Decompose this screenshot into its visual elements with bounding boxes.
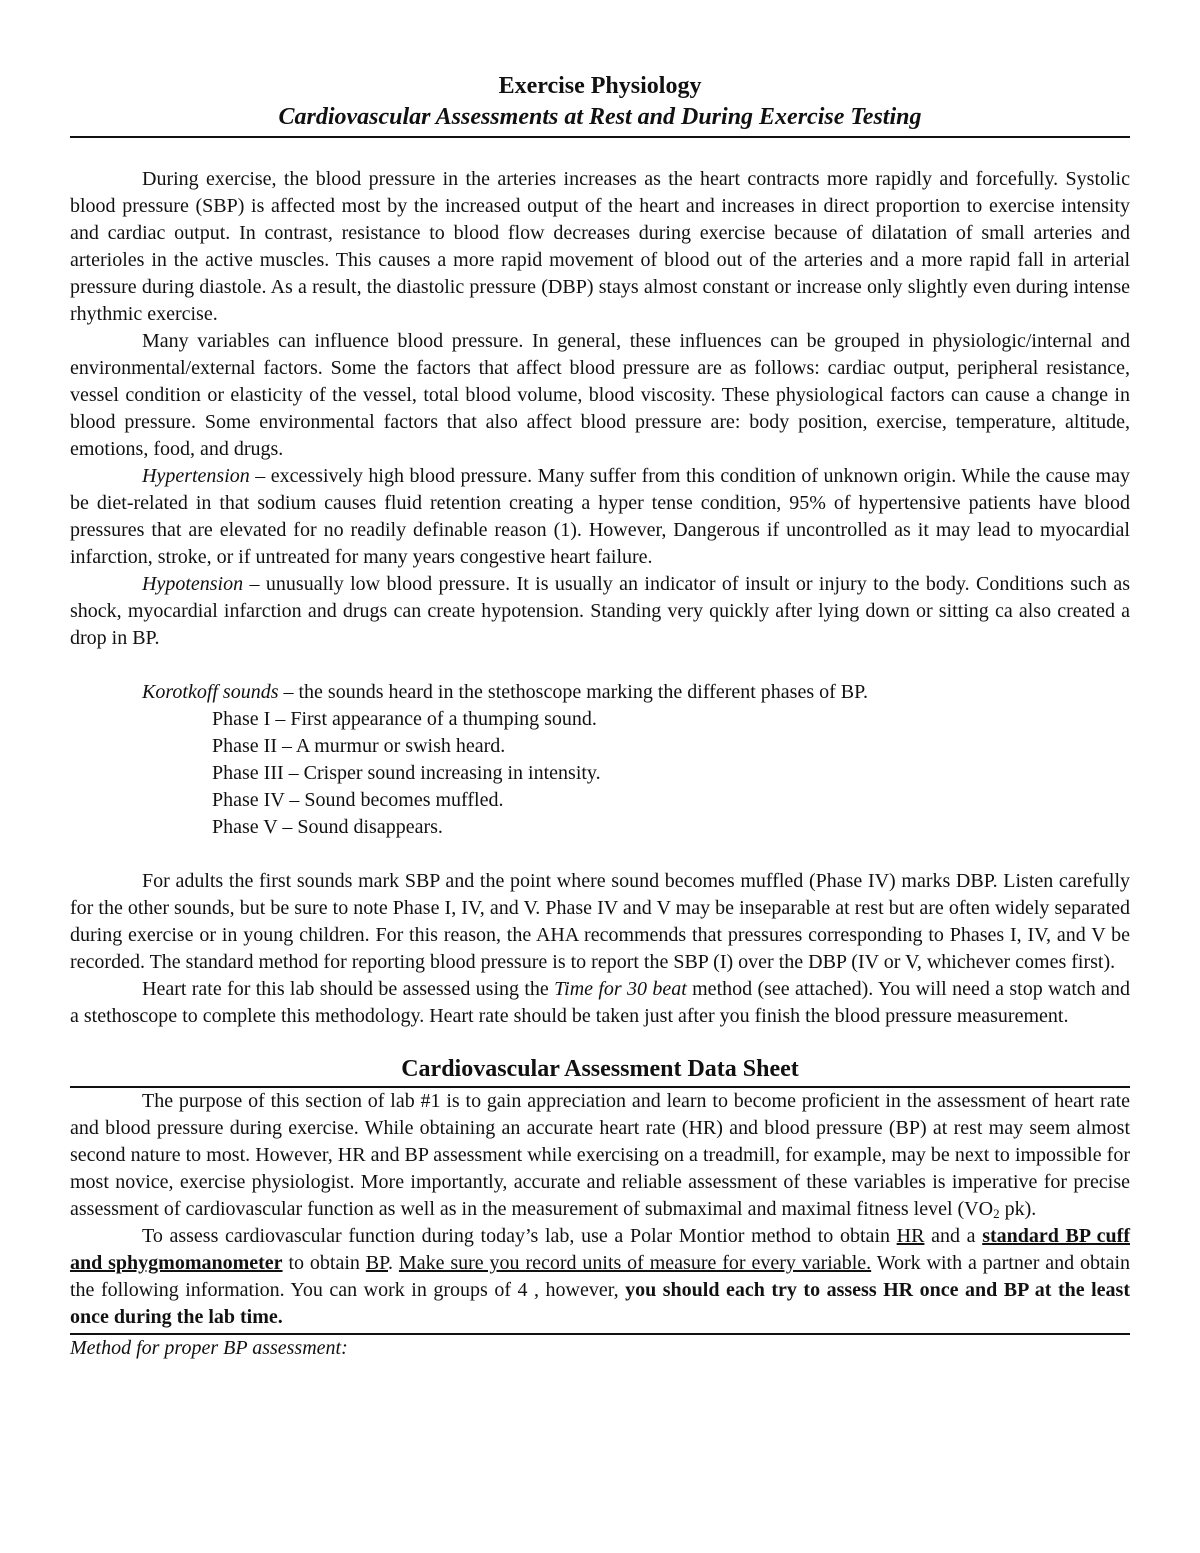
phase-item-1: Phase I – First appearance of a thumping sound. xyxy=(212,708,597,730)
bp-cuff-emphasis: standard BP cuff and sphygmomanometer xyxy=(70,1225,1130,1274)
heart-rate-method-name: Time for 30 beat xyxy=(554,978,687,1000)
korotkoff-phase-list xyxy=(70,706,1130,841)
heart-rate-text-start: Heart rate for this lab should be assessed using the xyxy=(142,978,555,1000)
korotkoff-description: – the sounds heard in the stethoscope marking the different phases of BP. xyxy=(278,681,869,703)
hypotension-paragraph xyxy=(70,571,1130,652)
phase-item-4: Phase IV – Sound becomes muffled. xyxy=(212,789,504,811)
hypertension-term: Hypertension xyxy=(142,465,250,487)
vo2-subscript: 2 xyxy=(993,1206,1000,1221)
korotkoff-definition xyxy=(70,679,1130,706)
data-sheet-instructions-paragraph xyxy=(70,1223,1130,1331)
bp-method-label: Method for proper BP assessment: xyxy=(70,1337,348,1359)
title-divider xyxy=(70,136,1130,138)
hypertension-paragraph xyxy=(70,463,1130,571)
adult-bp-paragraph: For adults the first sounds mark SBP and the point where sound becomes muffled (Phase IV) marks DBP. Listen carefully for the other sounds, but be sure to note Phase I, IV, and V. Phase IV and V may be inseparable at rest but are often widely separated during exercise or in young children. For this reason, the AHA recommends that pressures corresponding to Phases I, IV, and V be recorded. The standard method for reporting blood pressure is to report the SBP (I) over the DBP (IV or V, whichever comes first). xyxy=(70,870,1130,973)
units-reminder: Make sure you record units of measure for every variable. xyxy=(398,1252,872,1274)
phase-item-3: Phase III – Crisper sound increasing in intensity. xyxy=(212,762,601,784)
document-title: Exercise Physiology xyxy=(498,73,702,99)
korotkoff-term: Korotkoff sounds xyxy=(142,681,279,703)
hypertension-definition: – excessively high blood pressure. Many suffer from this condition of unknown origin. While the cause may be diet-related in that sodium causes fluid retention creating a hyper tense condition, 95% of hypertensive patients have blood pressures that are elevated for no readily definable reason (1). However, Dangerous if uncontrolled as it may lead to myocardial infarction, stroke, or if untreated for many years congestive heart failure. xyxy=(70,465,1130,568)
data-sheet-title: Cardiovascular Assessment Data Sheet xyxy=(401,1056,799,1082)
instructions-text-4: . xyxy=(388,1252,399,1274)
hypotension-term: Hypotension xyxy=(142,573,244,595)
intro-paragraph-variables: Many variables can influence blood pressure. In general, these influences can be grouped in physiologic/internal and environmental/external factors. Some the factors that affect blood pressure are as follows: cardiac output, peripheral resistance, vessel condition or elasticity of the vessel, total blood volume, blood viscosity. These physiological factors can cause a change in blood pressure. Some environmental factors that also affect blood pressure are: body position, exercise, temperature, altitude, emotions, food, and drugs. xyxy=(70,330,1130,460)
instructions-text-3: to obtain xyxy=(282,1252,366,1274)
heart-rate-text-end: method (see attached). You will need a stop watch and a stethoscope to complete this methodology. Heart rate should be taken just after you finish the blood pressure measurement. xyxy=(70,978,1131,1027)
hr-underlined: HR xyxy=(896,1225,925,1247)
intro-paragraph-exercise-bp: During exercise, the blood pressure in the arteries increases as the heart contracts more rapidly and forcefully. Systolic blood pressure (SBP) is affected most by the increased output of the heart and increases in direct proportion to exercise intensity and cardiac output. In contrast, resistance to blood flow decreases during exercise because of dilatation of small arteries and arterioles in the active muscles. This causes a more rapid movement of blood out of the arteries and a more rapid fall in arterial pressure during diastole. As a result, the diastolic pressure (DBP) stays almost constant or increase only slightly even during intense rhythmic exercise. xyxy=(70,168,1130,325)
purpose-text: The purpose of this section of lab #1 is to gain appreciation and learn to become proficient in the assessment of heart rate and blood pressure during exercise. While obtaining an accurate heart rate (HR) and blood pressure (BP) at rest may seem almost second nature to most. However, HR and BP assessment while exercising on a treadmill, for example, may be next to impossible for most novice, exercise physiologist. More importantly, accurate and reliable assessment of these variables is imperative for precise assessment of cardiovascular function as well as in the measurement of submaximal and maximal fitness level (VO xyxy=(70,1090,1130,1220)
heart-rate-paragraph xyxy=(70,976,1130,1030)
assessment-requirement: you should each try to assess HR once and BP at the least once during the lab time. xyxy=(70,1279,1130,1328)
bp-underlined: BP xyxy=(365,1252,389,1274)
document-subtitle: Cardiovascular Assessments at Rest and During Exercise Testing xyxy=(278,104,922,130)
instructions-text-2: and a xyxy=(924,1225,983,1247)
instructions-text-5: Work with a partner and obtain the following information. You can work in groups of 4 , however, xyxy=(70,1252,1131,1301)
instructions-text-1: To assess cardiovascular function during today’s lab, use a Polar Montior method to obtain xyxy=(142,1225,897,1247)
purpose-text-end: pk). xyxy=(999,1198,1037,1220)
phase-item-5: Phase V – Sound disappears. xyxy=(212,816,443,838)
phase-item-2: Phase II – A murmur or swish heard. xyxy=(212,735,506,757)
hypotension-definition: – unusually low blood pressure. It is usually an indicator of insult or injury to the body. Conditions such as shock, myocardial infarction and drugs can create hypotension. Standing very quickly after lying down or sitting ca also created a drop in BP. xyxy=(70,573,1130,649)
data-sheet-purpose-paragraph xyxy=(70,1088,1130,1223)
